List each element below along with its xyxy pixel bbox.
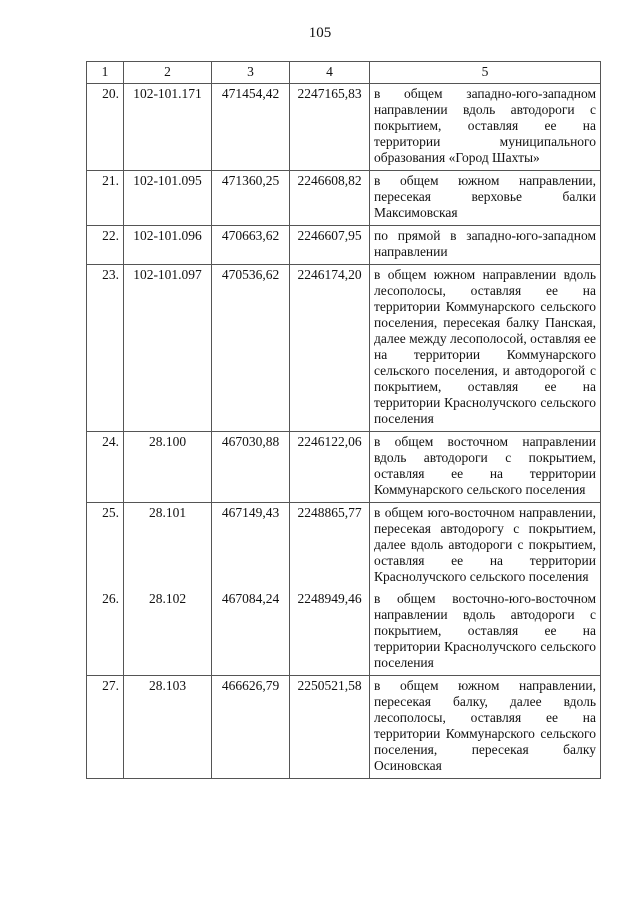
table-row (87, 226, 601, 265)
x-coordinate: 471360,25 (212, 171, 290, 226)
table-row (87, 171, 601, 226)
table-row (87, 84, 601, 171)
boundary-description: в общем южном направлении, пересекая верховье балки Максимовская (370, 171, 601, 226)
table-row (87, 432, 601, 503)
y-coordinate: 2246608,82 (290, 171, 370, 226)
table-row (87, 589, 601, 676)
point-id: 102-101.096 (124, 226, 212, 265)
header-col-2: 2 (124, 62, 212, 84)
x-coordinate: 466626,79 (212, 676, 290, 779)
y-coordinate: 2248949,46 (290, 589, 370, 676)
header-col-4: 4 (290, 62, 370, 84)
point-id: 102-101.171 (124, 84, 212, 171)
y-coordinate: 2248865,77 (290, 503, 370, 590)
boundary-description: в общем восточном направлении вдоль автодороги с покрытием, оставляя ее на территории Коммунарского сельского поселения (370, 432, 601, 503)
header-col-5: 5 (370, 62, 601, 84)
y-coordinate: 2250521,58 (290, 676, 370, 779)
row-number: 25. (87, 503, 124, 590)
row-number: 27. (87, 676, 124, 779)
page-number: 105 (308, 25, 332, 41)
row-number: 21. (87, 171, 124, 226)
x-coordinate: 467149,43 (212, 503, 290, 590)
boundary-description: в общем восточно-юго-восточном направлении вдоль автодороги с покрытием, оставляя ее на территории Краснолучского сельского поселения (370, 589, 601, 676)
boundary-description: по прямой в западно-юго-западном направлении (370, 226, 601, 265)
point-id: 28.101 (124, 503, 212, 590)
y-coordinate: 2246122,06 (290, 432, 370, 503)
row-number: 22. (87, 226, 124, 265)
row-number: 20. (87, 84, 124, 171)
y-coordinate: 2246174,20 (290, 265, 370, 432)
x-coordinate: 467030,88 (212, 432, 290, 503)
point-id: 102-101.095 (124, 171, 212, 226)
y-coordinate: 2247165,83 (290, 84, 370, 171)
header-col-3: 3 (212, 62, 290, 84)
table-row (87, 676, 601, 779)
header-col-1: 1 (87, 62, 124, 84)
boundary-description: в общем южном направлении вдоль лесополосы, оставляя ее на территории Коммунарского сельского поселения, пересекая балку Панская, далее между лесополосой, оставляя ее на территории Коммунарского сельского поселения, и автодорогой с покрытием, оставляя ее на территории Краснолучского сельского поселения (370, 265, 601, 432)
table-row (87, 503, 601, 590)
boundary-points-table (86, 61, 601, 779)
point-id: 28.100 (124, 432, 212, 503)
point-id: 28.103 (124, 676, 212, 779)
boundary-description: в общем юго-восточном направлении, пересекая автодорогу с покрытием, далее вдоль автодороги с покрытием, оставляя ее на территории Краснолучского сельского поселения (370, 503, 601, 590)
boundary-description: в общем южном направлении, пересекая балку, далее вдоль лесополосы, оставляя ее на территории Коммунарского сельского поселения, пересекая балку Осиновская (370, 676, 601, 779)
point-id: 28.102 (124, 589, 212, 676)
table-row (87, 265, 601, 432)
point-id: 102-101.097 (124, 265, 212, 432)
row-number: 23. (87, 265, 124, 432)
x-coordinate: 470536,62 (212, 265, 290, 432)
x-coordinate: 471454,42 (212, 84, 290, 171)
boundary-description: в общем западно-юго-западном направлении вдоль автодороги с покрытием, оставляя ее на территории муниципального образования «Город Шахты» (370, 84, 601, 171)
x-coordinate: 470663,62 (212, 226, 290, 265)
y-coordinate: 2246607,95 (290, 226, 370, 265)
row-number: 26. (87, 589, 124, 676)
table-header-row (87, 62, 601, 84)
row-number: 24. (87, 432, 124, 503)
x-coordinate: 467084,24 (212, 589, 290, 676)
